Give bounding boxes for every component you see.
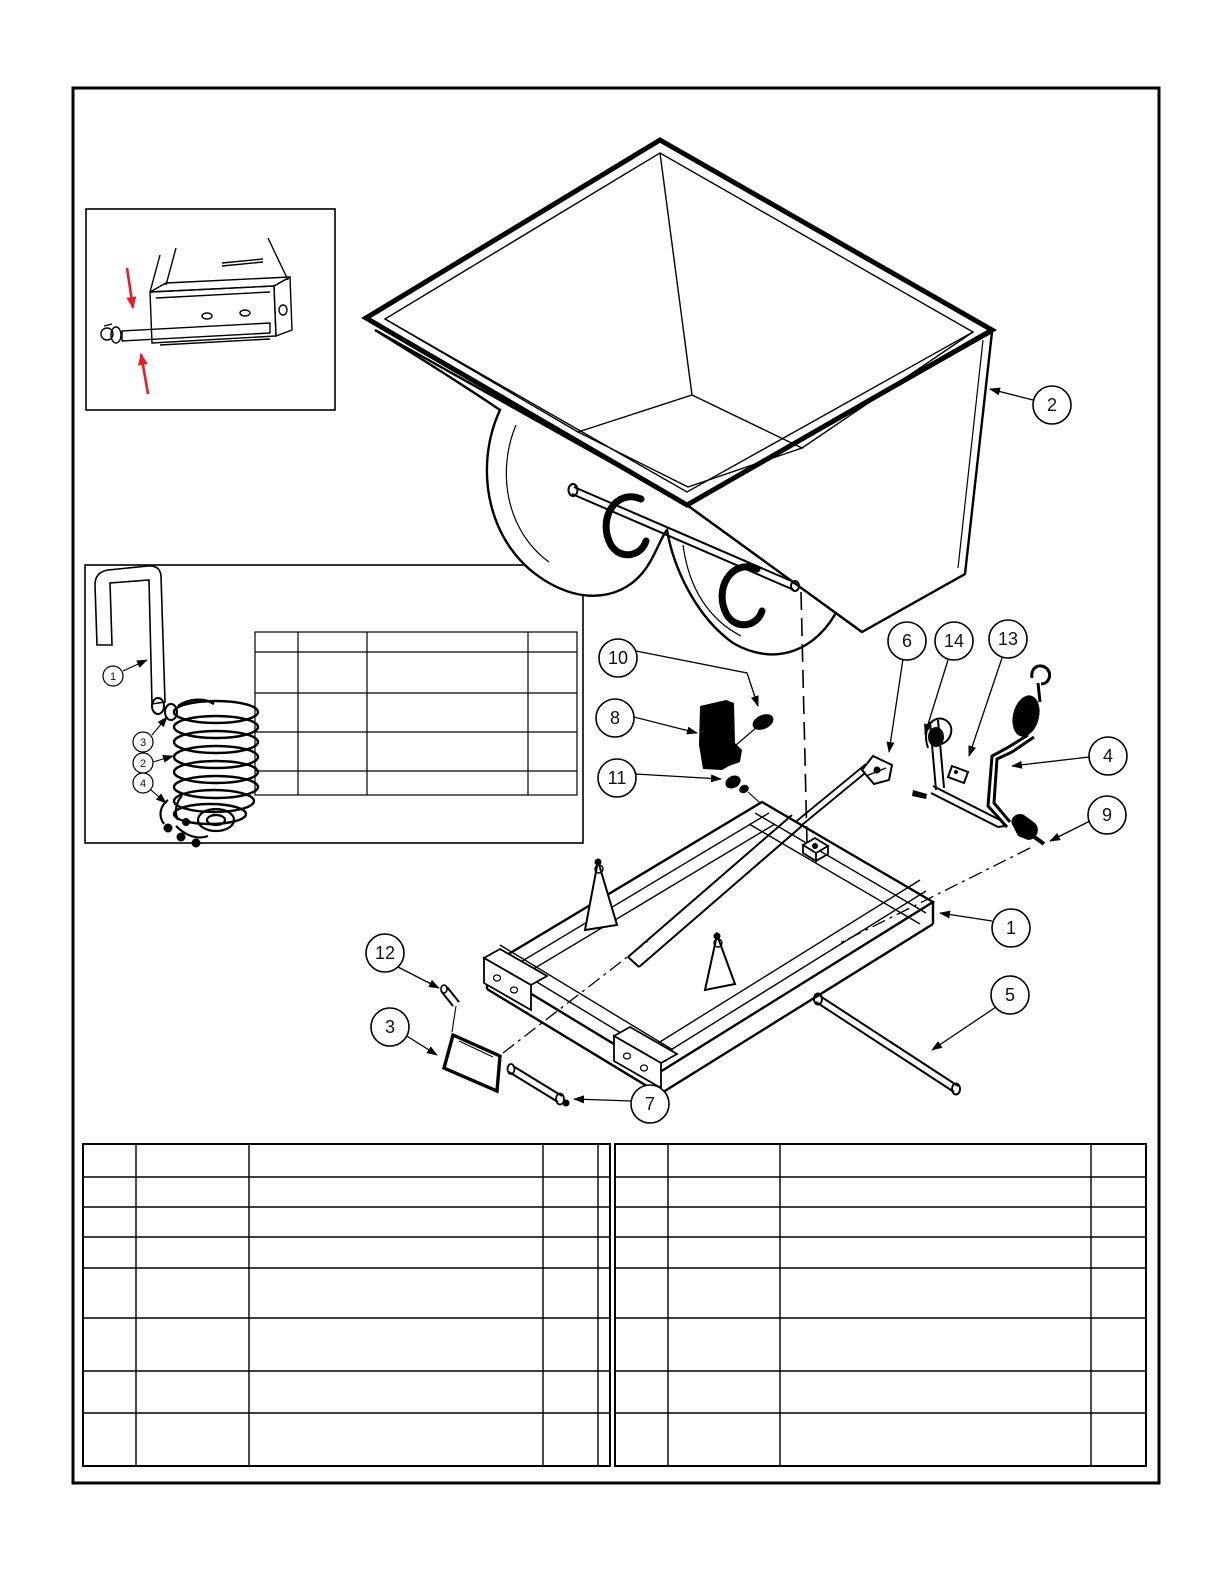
inset-callout-3-label: 3 [139, 737, 147, 749]
callout-2-label: 2 [1046, 395, 1058, 415]
inset-pin-detail [86, 209, 335, 410]
callout-3-label: 3 [384, 1017, 396, 1037]
inset-latch-detail [85, 565, 583, 848]
callout-7-label: 7 [644, 1094, 656, 1114]
callout-14-label: 14 [943, 631, 965, 651]
callout-12-label: 12 [374, 943, 396, 963]
callout-10-label: 10 [607, 648, 629, 668]
callout-13-label: 13 [997, 629, 1019, 649]
callout-1-label: 1 [1005, 918, 1017, 938]
callout-6-label: 6 [901, 631, 913, 651]
inset-pin-box [86, 209, 335, 410]
callout-8-label: 8 [609, 708, 621, 728]
callout-11-label: 11 [607, 768, 627, 788]
callout-9-label: 9 [1101, 805, 1113, 825]
callout-4-label: 4 [1102, 746, 1114, 766]
callout-5-label: 5 [1004, 985, 1016, 1005]
inset-callout-2-label: 2 [139, 758, 147, 770]
inset-callout-4-label: 4 [139, 778, 147, 790]
inset-callout-1-label: 1 [109, 671, 117, 683]
